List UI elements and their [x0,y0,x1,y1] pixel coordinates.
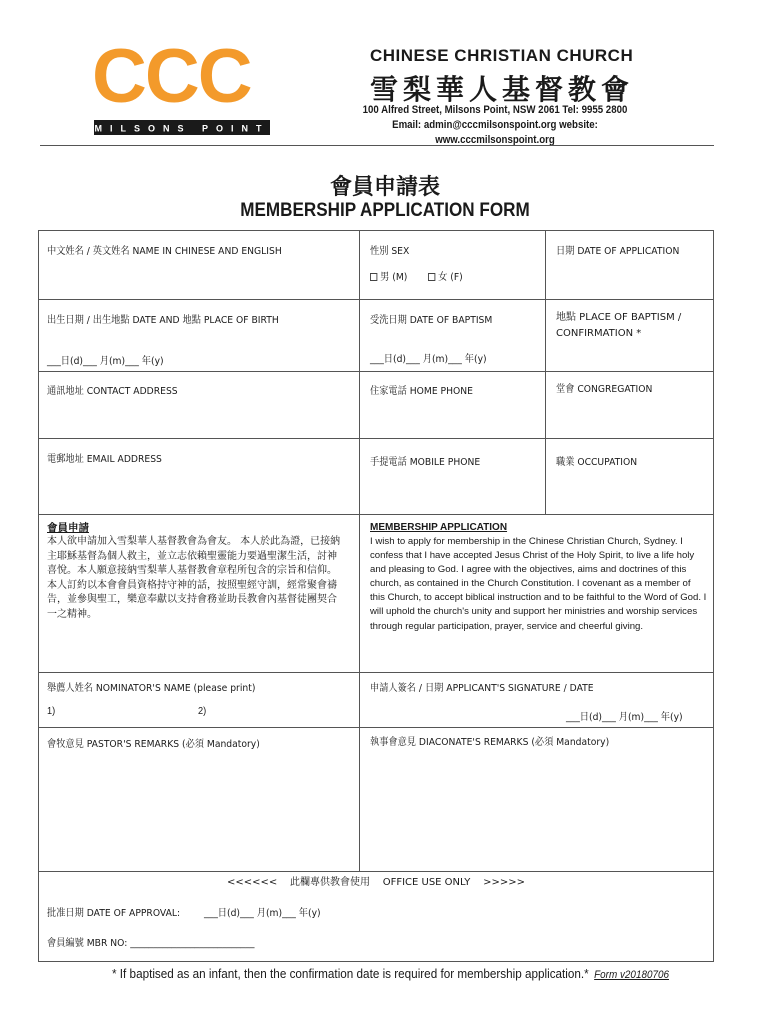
email-label: 電郵地址 EMAIL ADDRESS [47,454,162,465]
signature-date-blank[interactable]: ___日(d)___ 月(m)___ 年(y) [566,712,683,723]
address-line: 100 Alfred Street, Milsons Point, NSW 2061 Tel: 9955 2800 [362,104,628,116]
dob-label: 出生日期 / 出生地點 DATE AND 地點 PLACE OF BIRTH [47,315,279,326]
dob-blank[interactable]: ___日(d)___ 月(m)___ 年(y) [47,356,164,367]
form-title-en: MEMBERSHIP APPLICATION FORM [240,200,530,221]
sex-female-option[interactable] [428,268,463,283]
sex-label: 性別 SEX [370,246,410,257]
logo-subtext: MILSONS POINT [94,123,270,134]
approval-date-blank[interactable]: ___日(d)___ 月(m)___ 年(y) [204,908,321,919]
declaration-zh [47,521,343,622]
footnote-text: * If baptised as an infant, then the confirmation date is required for membership application.* [112,966,589,981]
signature-label: 申請人簽名 / 日期 APPLICANT'S SIGNATURE / DATE [370,683,594,694]
office-use-only-banner: <<<<<< 此欄專供教會使用 OFFICE USE ONLY >>>>> [227,877,525,888]
declaration-en-heading: MEMBERSHIP APPLICATION [370,522,508,533]
name-label: 中文姓名 / 英文姓名 NAME IN CHINESE AND ENGLISH [47,246,282,257]
row-divider [38,371,714,372]
row-divider [38,514,714,515]
church-contact [350,103,640,148]
row-divider [38,727,714,728]
row-divider [38,871,714,872]
church-name-en: CHINESE CHRISTIAN CHURCH [370,46,634,65]
row-divider [38,299,714,300]
church-name-zh: 雪梨華人基督教會 [370,73,635,106]
nominator-1[interactable]: 1) [47,706,56,717]
baptism-date-label: 受洗日期 DATE OF BAPTISM [370,315,493,326]
member-number-field[interactable]: 會員編號 MBR NO: ___________________________ [47,938,255,949]
sex-male-option[interactable] [370,268,407,283]
baptism-place-label: 地點 PLACE OF BAPTISM / CONFIRMATION * [556,312,682,339]
nominator-label: 舉薦人姓名 NOMINATOR'S NAME (please print) [47,683,256,694]
home-phone-label: 住家電話 HOME PHONE [370,386,473,397]
header-divider [40,145,714,146]
contact-line: Email: admin@cccmilsonspoint.org website: www.cccmilsonspoint.org [392,119,598,146]
declaration-en [370,521,708,634]
row-divider [38,438,714,439]
pastor-remarks-label: 會牧意見 PASTOR'S REMARKS (必須 Mandatory) [47,739,260,750]
baptism-date-blank[interactable]: ___日(d)___ 月(m)___ 年(y) [370,354,487,365]
female-label: 女 (F) [438,272,463,283]
column-divider [545,230,546,514]
row-divider [38,672,714,673]
male-label: 男 (M) [380,272,408,283]
congregation-label: 堂會 CONGREGATION [556,384,653,395]
female-checkbox[interactable] [428,273,435,281]
church-logo [92,40,272,140]
footnote [112,966,669,981]
male-checkbox[interactable] [370,273,377,281]
column-divider [359,230,360,871]
form-version: Form v20180706 [594,969,669,981]
logo-text: CCC [92,40,251,119]
contact-address-label: 通訊地址 CONTACT ADDRESS [47,386,178,397]
declaration-zh-heading: 會員申請 [47,522,89,534]
approval-date-label: 批准日期 DATE OF APPROVAL: [47,908,181,919]
form-title-zh: 會員申請表 [329,175,440,200]
declaration-zh-body: 本人欲申請加入雪梨華人基督教會為會友。 本人於此為證，已接納主耶穌基督為個人救主，並立志依賴聖靈能力要過聖潔生活，討神喜悅。本人願意接納雪梨華人基督教會章程所包含的宗旨和信仰。本人訂約以本會會員資格持守神的話，按照聖經守訓，經常聚會禱告，並參與聖工，樂意奉獻以支持會務並助長教會內基督徒團契合一之精神。 [47,536,341,620]
mobile-label: 手提電話 MOBILE PHONE [370,457,481,468]
nominator-2[interactable]: 2) [198,706,207,717]
occupation-label: 職業 OCCUPATION [556,457,638,468]
diaconate-remarks-label: 執事會意見 DIACONATE'S REMARKS (必須 Mandatory) [370,737,610,748]
date-application-label: 日期 DATE OF APPLICATION [556,246,680,257]
declaration-en-body: I wish to apply for membership in the Chinese Christian Church, Sydney. I confess that I have accepted Jesus Christ of the Holy Spirit, to live a life holy and pleasing to God. I agree with the objectives, aims and doctrines of this church, as contained in the Church Constitution. I covenant as a member of this Church, to accept biblical instruction and to be faithful to the Word of God. I will uphold the church's unity and support her ministries and worship services through regular participation, prayer, service and cheerful giving. [370,536,707,632]
